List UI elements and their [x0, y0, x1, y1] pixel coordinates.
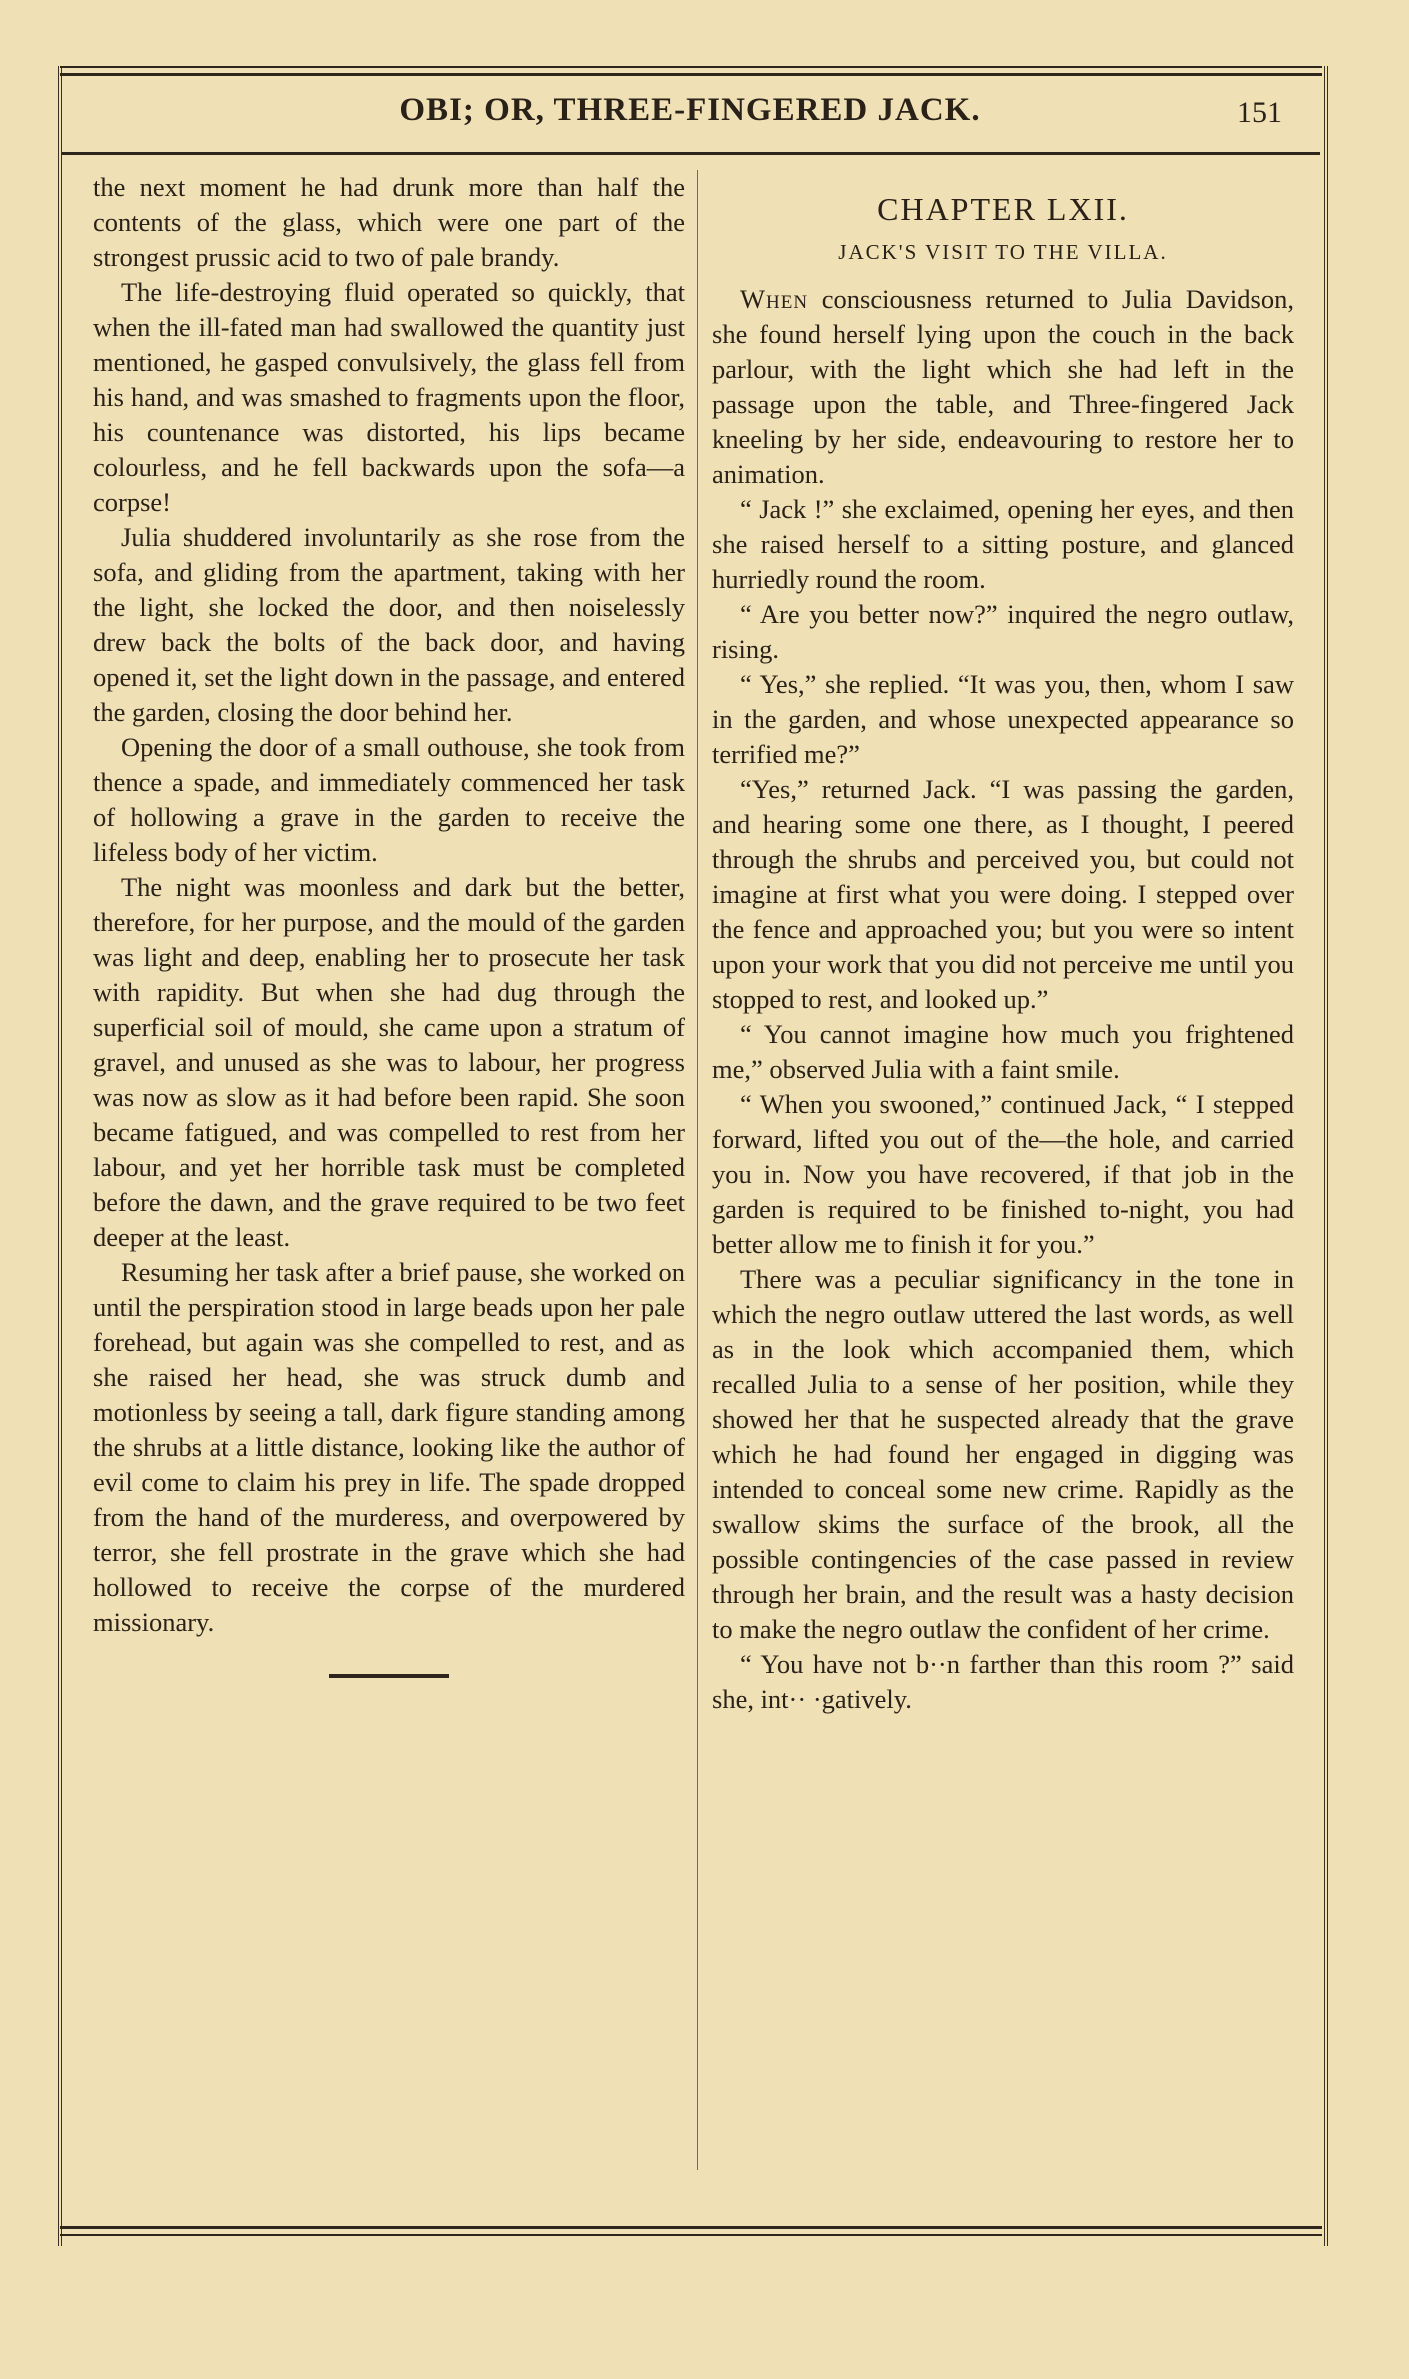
chapter-heading: CHAPTER LXII.: [877, 191, 1129, 227]
paragraph: “ You cannot imagine how much you frightened me,” observed Julia with a faint smile.: [712, 1019, 1294, 1084]
top-rule-thick: [60, 73, 1322, 76]
paragraph: Julia shuddered involuntarily as she rose from the sofa, and gliding from the apartment, taking with her the light, she locked the door, and then noiselessly drew back the bolts of the back door, and having opened it, set the light down in the passage, and entered the garden, closing the door behind her.: [93, 522, 685, 727]
paragraph: “ Yes,” she replied. “It was you, then, whom I saw in the garden, and whose unexpected appearance so terrified me?”: [712, 669, 1294, 769]
column-divider: [697, 170, 698, 2170]
opening-text: consciousness returned to Julia Davidson, she found herself lying upon the couch in the back parlour, with the light which she had left in the passage upon the table, and Three-fingered Jack kneeling by her side, endeavouring to restore her to animation.: [712, 284, 1294, 489]
paragraph: Opening the door of a small outhouse, she took from thence a spade, and immediately commenced her task of hollowing a grave in the garden to receive the lifeless body of her victim.: [93, 732, 685, 867]
paragraph: The life-destroying fluid operated so quickly, that when the ill-fated man had swallowed the quantity just mentioned, he gasped convulsively, the glass fell from his hand, and was smashed to fragments upon the floor, his countenance was distorted, his lips became colourless, and he fell backwards upon the sofa—a corpse!: [93, 277, 685, 517]
chapter-subtitle: JACK'S VISIT TO THE VILLA.: [838, 240, 1168, 264]
header-rule: [62, 152, 1320, 155]
page-header: [70, 92, 1310, 152]
paragraph: “ Are you better now?” inquired the negro outlaw, rising.: [712, 599, 1294, 664]
bottom-rule-thick: [60, 2226, 1322, 2229]
paragraph: “Yes,” returned Jack. “I was passing the garden, and hearing some one there, as I thought, I peered through the shrubs and perceived you, but could not imagine at first what you were doing. I stepped over the fence and approached you; but you were so intent upon your work that you did not perceive me until you stopped to rest, and looked up.”: [712, 774, 1294, 1014]
opening-paragraph: [712, 282, 1294, 492]
paragraph: “ Jack !” she exclaimed, opening her eyes, and then she raised herself to a sitting posture, and glanced hurriedly round the room.: [712, 494, 1294, 594]
page-number: 151: [1237, 96, 1282, 129]
paragraph: “ When you swooned,” continued Jack, “ I stepped forward, lifted you out of the—the hole, and carried you in. Now you have recovered, if that job in the garden is required to be finished to-night, you had better allow me to finish it for you.”: [712, 1089, 1294, 1259]
section-end-rule: [329, 1674, 449, 1678]
paragraph: the next moment he had drunk more than half the contents of the glass, which were one part of the strongest prussic acid to two of pale brandy.: [93, 172, 685, 272]
opening-word: When: [740, 284, 809, 314]
top-rule-thin: [60, 66, 1322, 68]
paragraph: “ You have not b··n farther than this room ?” said she, int·· ·gatively.: [712, 1649, 1294, 1714]
bottom-rule-thin: [60, 2234, 1322, 2236]
paragraph: The night was moonless and dark but the better, therefore, for her purpose, and the mould of the garden was light and deep, enabling her to prosecute her task with rapidity. But when she had dug through the superficial soil of mould, she came upon a stratum of gravel, and unused as she was to labour, her progress was now as slow as it had before been rapid. She soon became fatigued, and was compelled to rest from her labour, and yet her horrible task must be completed before the dawn, and the grave required to be two feet deeper at the least.: [93, 872, 685, 1252]
left-column: [93, 170, 685, 1678]
right-column: [712, 170, 1294, 1717]
paragraph: There was a peculiar significancy in the tone in which the negro outlaw uttered the last words, as well as in the look which accompanied them, which recalled Julia to a sense of her position, while they showed her that he suspected already that the grave which he had found her engaged in digging was intended to conceal some new crime. Rapidly as the swallow skims the surface of the brook, all the possible contingencies of the case passed in review through her brain, and the result was a hasty decision to make the negro outlaw the confident of her crime.: [712, 1264, 1294, 1644]
paragraph: Resuming her task after a brief pause, she worked on until the perspiration stood in large beads upon her pale forehead, but again was she compelled to rest, and as she raised her head, she was struck dumb and motionless by seeing a tall, dark figure standing among the shrubs at a little distance, looking like the author of evil come to claim his prey in life. The spade dropped from the hand of the murderess, and overpowered by terror, she fell prostrate in the grave which she had hollowed to receive the corpse of the murdered missionary.: [93, 1257, 685, 1637]
running-title: OBI; OR, THREE-FINGERED JACK.: [399, 92, 981, 128]
